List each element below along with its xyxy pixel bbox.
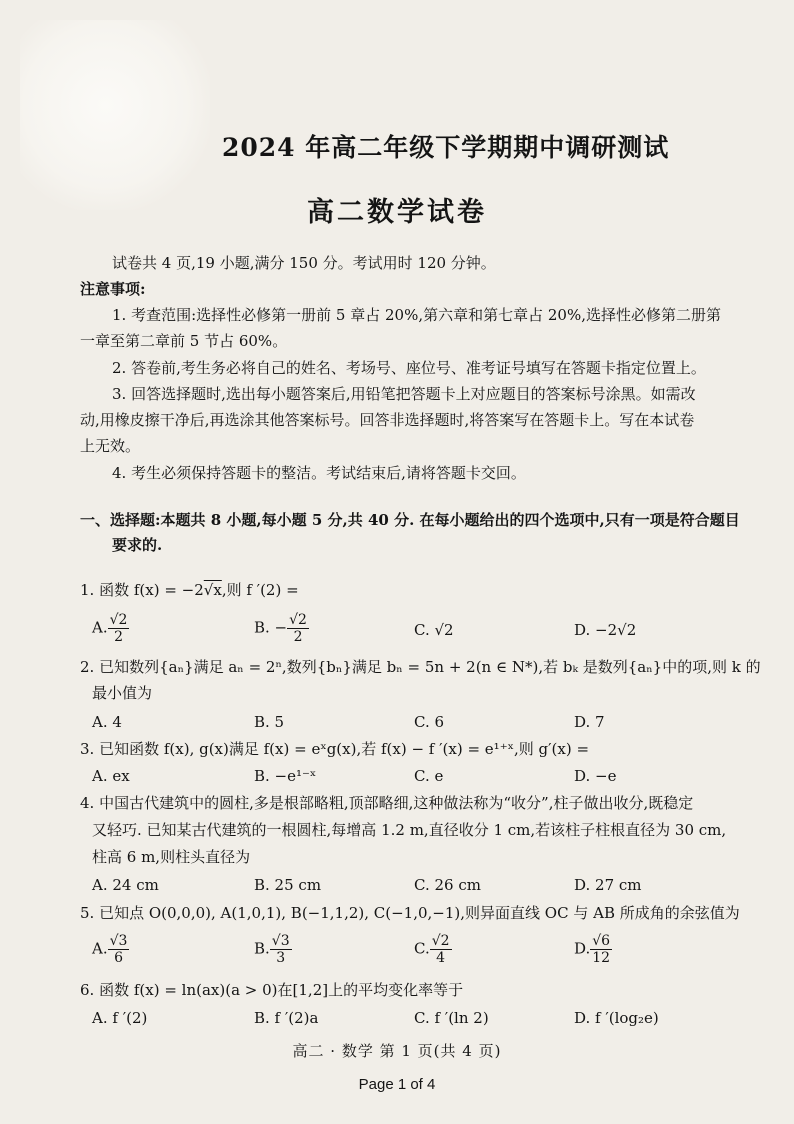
fraction: $\frac{√2}{4}$ (431, 933, 450, 966)
question-6-stem: 6. 函数 f(x) = ln(ax)(a > 0)在[1,2]上的平均变化率等于 (80, 981, 464, 999)
fraction: $\frac{√3}{6}$ (109, 933, 128, 966)
section-heading-cont: 要求的. (112, 536, 163, 554)
option-c: C. √2 (414, 621, 454, 639)
option-d: D. 7 (574, 713, 605, 731)
option-a: A. $\frac{√3}{6}$ (92, 933, 128, 966)
fraction: $\frac{√2}{2}$ (109, 612, 128, 645)
fraction: $\frac{√3}{3}$ (271, 933, 290, 966)
fraction: $\frac{√6}{12}$ (592, 933, 611, 966)
section-heading: 一、选择题:本题共 8 小题,每小题 5 分,共 40 分. 在每小题给出的四个选项中,只有一项是符合题目 (80, 511, 740, 529)
notice-item: 3. 回答选择题时,选出每小题答案后,用铅笔把答题卡上对应题目的答案标号涂黑。如需改 (112, 385, 696, 403)
exam-title: 2024 年高二年级下学期期中调研测试 (222, 133, 670, 162)
question-4-stem-cont: 柱高 6 m,则柱头直径为 (92, 848, 251, 866)
option-b: B. −e¹⁻ˣ (254, 767, 317, 785)
option-c: C. f ′(ln 2) (414, 1009, 489, 1027)
notice-item: 一章至第二章前 5 节占 60%。 (80, 332, 288, 350)
page-indicator: Page 1 of 4 (358, 1076, 436, 1093)
question-5-stem: 5. 已知点 O(0,0,0), A(1,0,1), B(−1,1,2), C(−1,0,−1),则异面直线 OC 与 AB 所成角的余弦值为 (80, 904, 740, 922)
option-d: D. −e (574, 767, 617, 785)
option-d: D. −2√2 (574, 621, 637, 639)
option-c: C. e (414, 767, 444, 785)
fraction: $\frac{√2}{2}$ (289, 612, 307, 645)
notice-item: 上无效。 (80, 437, 141, 455)
option-a: A. $\frac{√2}{2}$ (92, 612, 128, 645)
page-footer: 高二 · 数学 第 1 页(共 4 页) (292, 1042, 502, 1060)
option-a: A. 24 cm (92, 876, 159, 894)
question-2-stem: 2. 已知数列{aₙ}满足 aₙ = 2ⁿ,数列{bₙ}满足 bₙ = 5n + 2(n ∈ N*),若 bₖ 是数列{aₙ}中的项,则 k 的 (80, 658, 761, 676)
option-b: B. 25 cm (254, 876, 322, 894)
option-b: B. $\frac{√3}{3}$ (254, 933, 290, 966)
notice-item: 动,用橡皮擦干净后,再选涂其他答案标号。回答非选择题时,将答案写在答题卡上。写在本试卷 (80, 411, 695, 429)
option-d: D. $\frac{√6}{12}$ (574, 933, 611, 966)
question-2-stem-cont: 最小值为 (92, 684, 153, 702)
exam-intro: 试卷共 4 页,19 小题,满分 150 分。考试用时 120 分钟。 (112, 254, 496, 272)
question-1-stem: 1. 函数 f(x) = −2√x,则 f ′(2) = (80, 581, 299, 599)
option-d: D. 27 cm (574, 876, 642, 894)
option-a: A. 4 (92, 713, 122, 731)
notice-item: 2. 答卷前,考生务必将自己的姓名、考场号、座位号、准考证号填写在答题卡指定位置上。 (112, 359, 706, 377)
option-a: A. ex (92, 767, 130, 785)
notice-heading: 注意事项: (80, 280, 146, 298)
question-4-stem-cont: 又轻巧. 已知某古代建筑的一根圆柱,每增高 1.2 m,直径收分 1 cm,若该柱子柱根直径为 30 cm, (92, 821, 727, 839)
paper-stain (20, 20, 210, 210)
option-d: D. f ′(log₂e) (574, 1009, 659, 1027)
option-c: C. $\frac{√2}{4}$ (414, 933, 450, 966)
option-b: B. − $\frac{√2}{2}$ (254, 612, 307, 645)
option-b: B. f ′(2)a (254, 1009, 319, 1027)
option-c: C. 6 (414, 713, 445, 731)
option-b: B. 5 (254, 713, 285, 731)
question-3-stem: 3. 已知函数 f(x), g(x)满足 f(x) = eˣg(x),若 f(x) − f ′(x) = e¹⁺ˣ,则 g′(x) = (80, 740, 590, 758)
option-a: A. f ′(2) (92, 1009, 148, 1027)
notice-item: 4. 考生必须保持答题卡的整洁。考试结束后,请将答题卡交回。 (112, 464, 526, 482)
notice-item: 1. 考查范围:选择性必修第一册前 5 章占 20%,第六章和第七章占 20%,选择性必修第二册第 (112, 306, 721, 324)
exam-subtitle: 高二数学试卷 (307, 197, 487, 228)
option-c: C. 26 cm (414, 876, 481, 894)
question-4-stem: 4. 中国古代建筑中的圆柱,多是根部略粗,顶部略细,这种做法称为“收分”,柱子做出收分,既稳定 (80, 794, 694, 812)
